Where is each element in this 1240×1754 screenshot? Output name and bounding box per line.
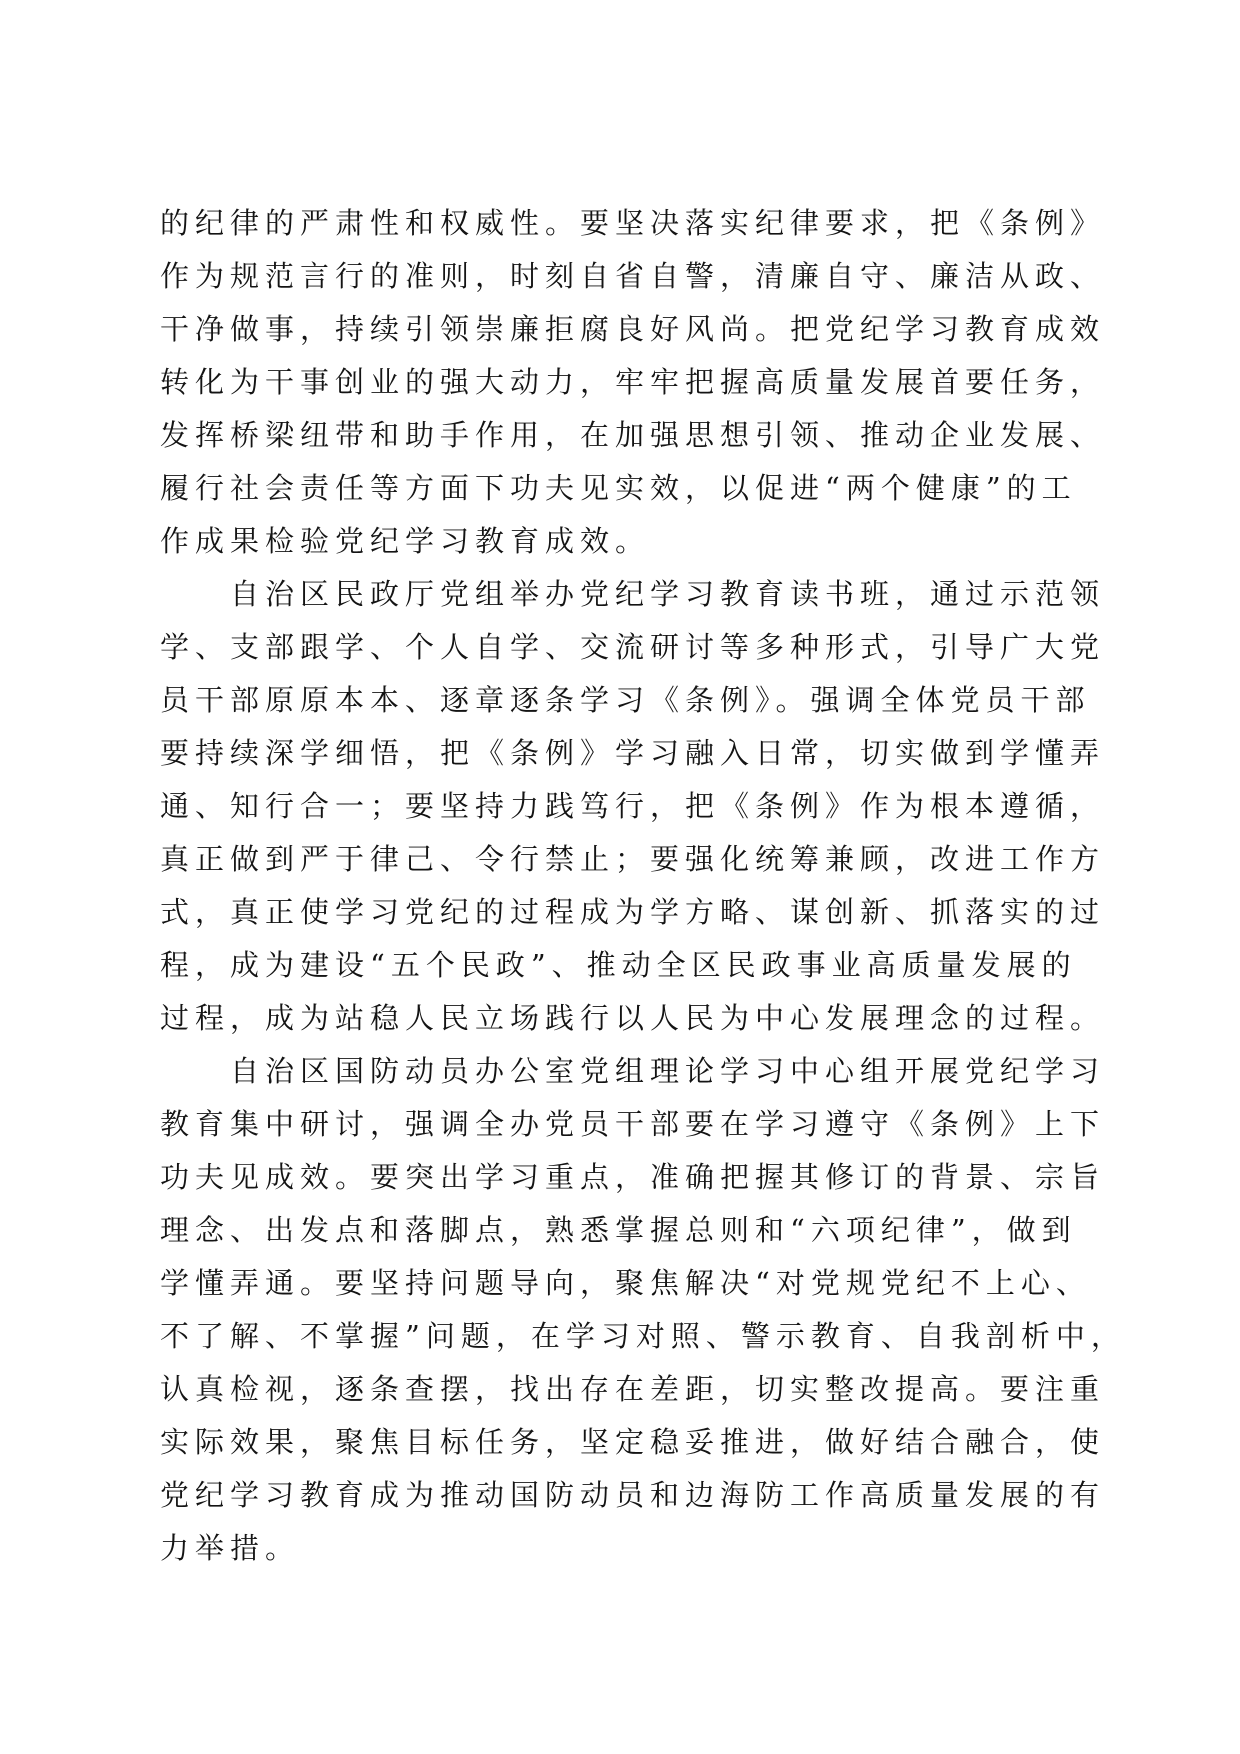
paragraph-line: 的纪律的严肃性和权威性。要坚决落实纪律要求，把《条例》 [160,206,1106,240]
paragraph-line: 学、支部跟学、个人自学、交流研讨等多种形式，引导广大党 [160,630,1106,664]
paragraph-line: 发挥桥梁纽带和助手作用，在加强思想引领、推动企业发展、 [160,418,1106,452]
paragraph-line: 转化为干事创业的强大动力，牢牢把握高质量发展首要任务， [160,365,1106,399]
paragraph-line: 作成果检验党纪学习教育成效。 [160,524,651,558]
paragraph-line: 自治区国防动员办公室党组理论学习中心组开展党纪学习 [230,1054,1106,1088]
paragraph-line: 履行社会责任等方面下功夫见实效，以促进“两个健康”的工 [160,471,1077,505]
paragraph-line: 过程，成为站稳人民立场践行以人民为中心发展理念的过程。 [160,1001,1106,1035]
paragraph-line: 力举措。 [160,1531,301,1565]
document-body [160,197,1126,1575]
paragraph-2 [160,568,1106,1045]
paragraph-line: 式，真正使学习党纪的过程成为学方略、谋创新、抓落实的过 [160,895,1106,929]
paragraph-line: 真正做到严于律己、令行禁止；要强化统筹兼顾，改进工作方 [160,842,1106,876]
paragraph-line: 作为规范言行的准则，时刻自省自警，清廉自守、廉洁从政、 [160,259,1106,293]
paragraph-line: 自治区民政厅党组举办党纪学习教育读书班，通过示范领 [230,577,1106,611]
paragraph-line: 党纪学习教育成为推动国防动员和边海防工作高质量发展的有 [160,1478,1106,1512]
paragraph-line: 实际效果，聚焦目标任务，坚定稳妥推进，做好结合融合，使 [160,1425,1106,1459]
paragraph-1 [160,197,1106,568]
paragraph-line: 学懂弄通。要坚持问题导向，聚焦解决“对党规党纪不上心、 [160,1266,1091,1300]
paragraph-line: 功夫见成效。要突出学习重点，准确把握其修订的背景、宗旨 [160,1160,1106,1194]
paragraph-line: 要持续深学细悟，把《条例》学习融入日常，切实做到学懂弄 [160,736,1106,770]
paragraph-line: 通、知行合一；要坚持力践笃行，把《条例》作为根本遵循， [160,789,1106,823]
paragraph-line: 教育集中研讨，强调全办党员干部要在学习遵守《条例》上下 [160,1107,1106,1141]
paragraph-line: 不了解、不掌握”问题，在学习对照、警示教育、自我剖析中， [160,1319,1126,1353]
paragraph-line: 认真检视，逐条查摆，找出存在差距，切实整改提高。要注重 [160,1372,1106,1406]
paragraph-3 [160,1045,1126,1575]
paragraph-line: 干净做事，持续引领崇廉拒腐良好风尚。把党纪学习教育成效 [160,312,1106,346]
paragraph-line: 程，成为建设“五个民政”、推动全区民政事业高质量发展的 [160,948,1077,982]
paragraph-line: 员干部原原本本、逐章逐条学习《条例》。强调全体党员干部 [160,683,1091,717]
paragraph-line: 理念、出发点和落脚点，熟悉掌握总则和“六项纪律”，做到 [160,1213,1077,1247]
